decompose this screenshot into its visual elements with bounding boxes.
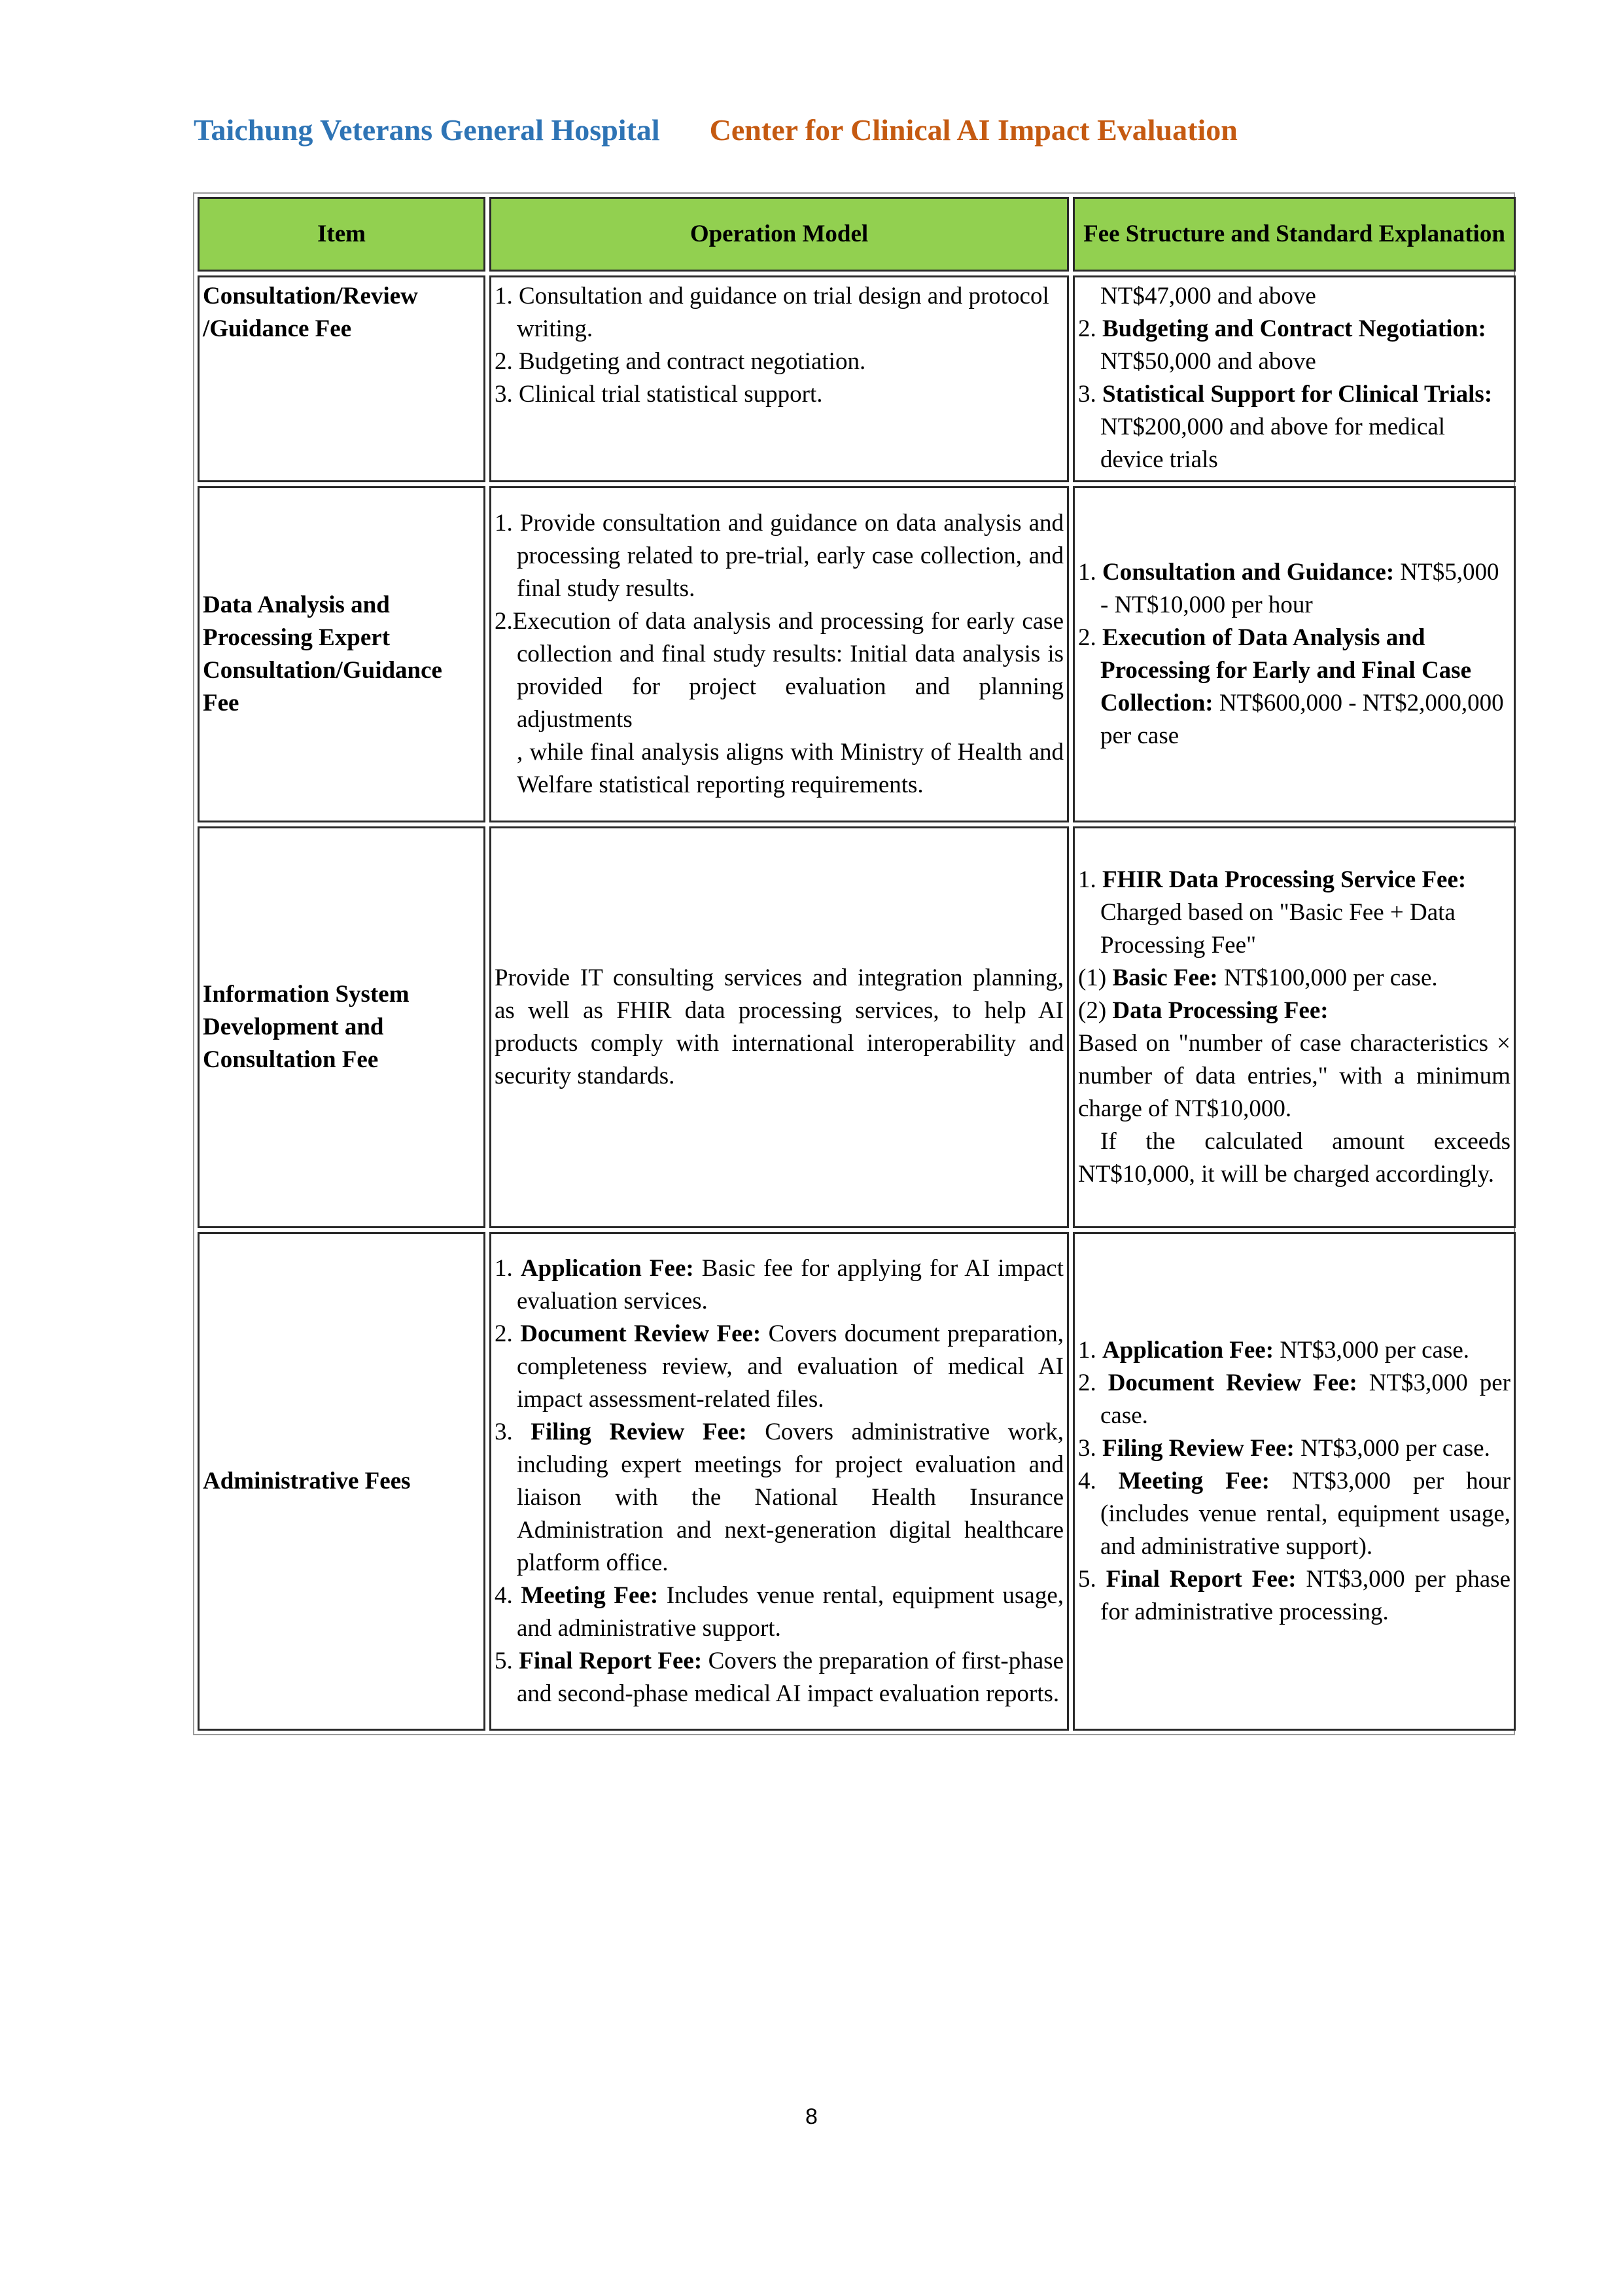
list-item: 1. Application Fee: Basic fee for applying for AI impact evaluation services. — [495, 1255, 1064, 1315]
list-item: , while final analysis aligns with Ministry of Health and Welfare statistical reporting requirements. — [517, 739, 1064, 798]
row-fee — [1073, 486, 1516, 822]
column-header-operation: Operation Model — [489, 197, 1069, 272]
row-item: Data Analysis and Processing Expert Consultation/Guidance Fee — [198, 486, 485, 822]
row-fee — [1073, 1232, 1516, 1731]
fee-table — [193, 192, 1515, 1735]
row-fee — [1073, 275, 1516, 482]
list-item: 3. Clinical trial statistical support. — [495, 381, 823, 408]
row-fee — [1073, 826, 1516, 1228]
list-item: (2) Data Processing Fee: — [1078, 997, 1329, 1024]
table-row — [198, 1232, 1516, 1731]
table-header-row — [198, 197, 1516, 272]
page-header — [194, 113, 1238, 147]
list-item: (1) Basic Fee: NT$100,000 per case. — [1078, 964, 1438, 991]
table-row — [198, 275, 1516, 482]
row-operation — [489, 1232, 1069, 1731]
hospital-name: Taichung Veterans General Hospital — [194, 113, 660, 147]
column-header-item: Item — [198, 197, 485, 272]
list-item: 2.Execution of data analysis and processing for early case collection and final study results: Initial data analysis is provided for project evaluation and planning adjustments — [495, 608, 1064, 733]
row-operation — [489, 486, 1069, 822]
list-item: 3. Filing Review Fee: Covers administrative work, including expert meetings for project evaluation and liaison with the National Health Insurance Administration and next-generation digital healthcare platform office. — [495, 1419, 1064, 1576]
list-item: 2. Document Review Fee: NT$3,000 per case. — [1078, 1369, 1510, 1429]
table-row — [198, 486, 1516, 822]
list-item: If the calculated amount exceeds NT$10,000, it will be charged accordingly. — [1078, 1128, 1510, 1188]
list-item: 4. Meeting Fee: NT$3,000 per hour (includes venue rental, equipment usage, and administrative support). — [1078, 1468, 1511, 1560]
list-item: 1. Consultation and Guidance: NT$5,000 - NT$10,000 per hour — [1078, 559, 1499, 618]
list-item: 2. Document Review Fee: Covers document preparation, completeness review, and evaluation of medical AI impact assessment-related files. — [495, 1320, 1064, 1413]
row-operation — [489, 275, 1069, 482]
row-item: Administrative Fees — [198, 1232, 485, 1731]
list-item: 5. Final Report Fee: NT$3,000 per phase for administrative processing. — [1078, 1566, 1510, 1625]
list-item: 1. Consultation and guidance on trial design and protocol writing. — [495, 283, 1049, 342]
list-item: 3. Filing Review Fee: NT$3,000 per case. — [1078, 1435, 1490, 1462]
list-item: 2. Budgeting and contract negotiation. — [495, 348, 866, 375]
row-item: Consultation/Review /Guidance Fee — [198, 275, 485, 482]
list-item: Based on "number of case characteristics × number of data entries," with a minimum charge of NT$10,000. — [1078, 1030, 1510, 1122]
list-item: 4. Meeting Fee: Includes venue rental, equipment usage, and administrative support. — [495, 1582, 1064, 1642]
table-row — [198, 826, 1516, 1228]
row-item: Information System Development and Consultation Fee — [198, 826, 485, 1228]
list-item: 1. Provide consultation and guidance on data analysis and processing related to pre-trial, early case collection, and final study results. — [495, 510, 1064, 602]
center-name: Center for Clinical AI Impact Evaluation — [709, 113, 1238, 147]
list-item: 5. Final Report Fee: Covers the preparation of first-phase and second-phase medical AI impact evaluation reports. — [495, 1648, 1064, 1707]
list-item: 1. FHIR Data Processing Service Fee: Charged based on "Basic Fee + Data Processing Fee" — [1078, 866, 1467, 959]
list-item: 2. Budgeting and Contract Negotiation: NT$50,000 and above — [1078, 315, 1486, 375]
list-item: 3. Statistical Support for Clinical Trials: NT$200,000 and above for medical device trials — [1078, 381, 1493, 473]
row-operation: Provide IT consulting services and integration planning, as well as FHIR data processing services, to help AI products comply with international interoperability and security standards. — [489, 826, 1069, 1228]
list-item: NT$47,000 and above — [1100, 283, 1316, 309]
list-item: 2. Execution of Data Analysis and Processing for Early and Final Case Collection: NT$600,000 - NT$2,000,000 per case — [1078, 624, 1504, 749]
column-header-fee: Fee Structure and Standard Explanation — [1073, 197, 1516, 272]
list-item: 1. Application Fee: NT$3,000 per case. — [1078, 1337, 1470, 1364]
page-number: 8 — [805, 2104, 818, 2129]
